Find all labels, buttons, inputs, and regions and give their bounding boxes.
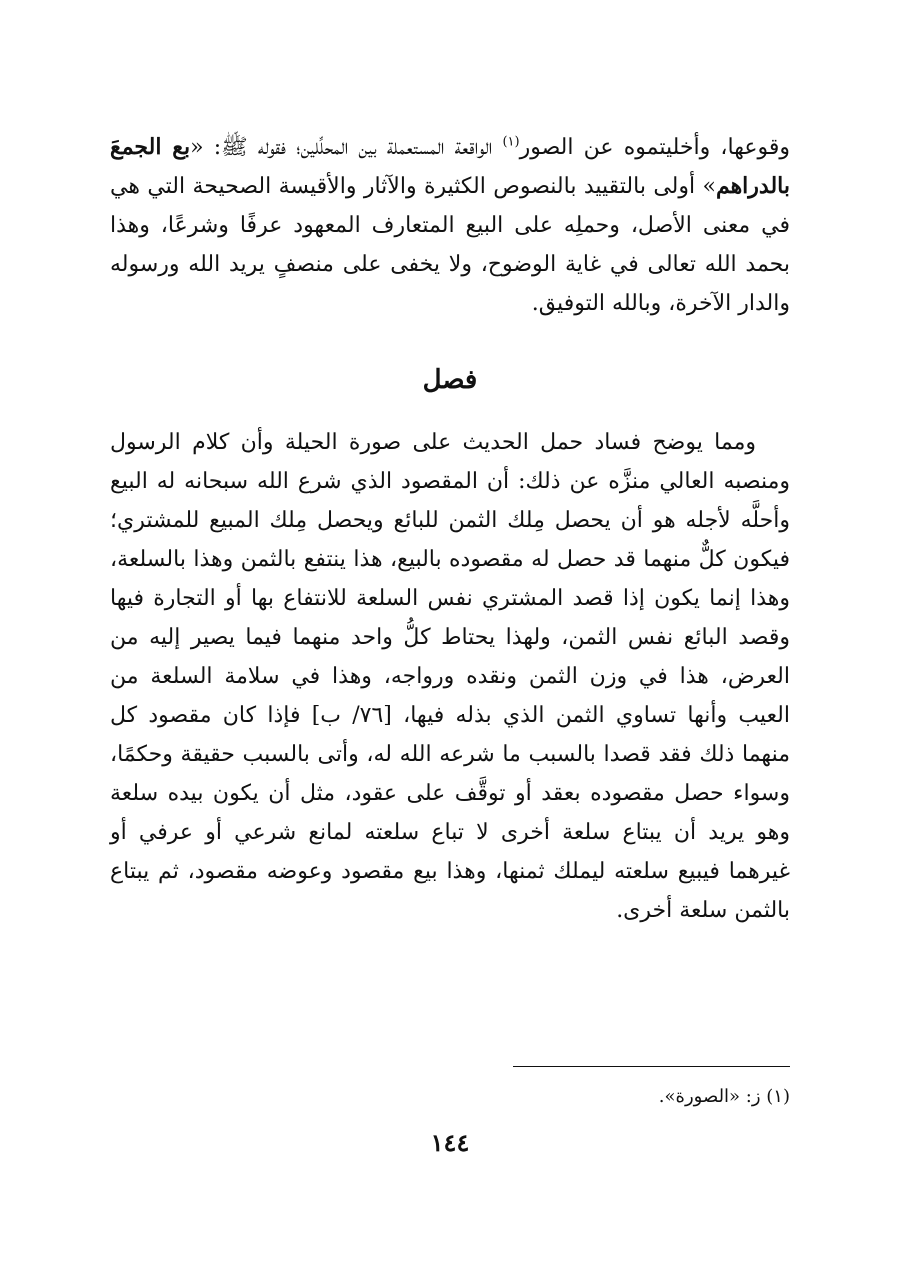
top-paragraph-text [110, 128, 790, 323]
top-paragraph-part2: الواقعة المستعملة بين المحلِّلين؛ فقوله ﷺ: « [190, 135, 503, 160]
hadith-quote: بع الجمعَ بالدراهم [110, 134, 790, 199]
body-paragraph [110, 423, 790, 930]
top-paragraph-part1: وقوعها، وأخليتموه عن الصور [519, 135, 790, 160]
footnote-marker: (١) [502, 134, 520, 150]
top-paragraph-part3: » أولى بالتقييد بالنصوص الكثيرة والآثار والأقيسة الصحيحة التي هي في معنى الأصل، وحملِه على البيع المتعارف المعهود عرفًا وشرعًا، وهذا بحمد الله تعالى في غاية الوضوح، ولا يخفى على منصفٍ يريد الله ورسوله والدار الآخرة، وبالله التوفيق. [110, 174, 790, 316]
body-paragraph-text: ومما يوضح فساد حمل الحديث على صورة الحيلة وأن كلام الرسول ومنصبه العالي منزَّه عن ذلك: أن المقصود الذي شرع الله سبحانه له البيع وأحلَّه لأجله هو أن يحصل مِلك الثمن للبائع ويحصل مِلك المبيع للمشتري؛ فيكون كلٌّ منهما قد حصل له مقصوده بالبيع، هذا ينتفع بالثمن وهذا بالسلعة، وهذا إنما يكون إذا قصد المشتري نفس السلعة للانتفاع بها أو التجارة فيها وقصد البائع نفس الثمن، ولهذا يحتاط كلُّ واحد منهما فيما يصير إليه من العرض، هذا في وزن الثمن ونقده ورواجه، وهذا في سلامة السلعة من العيب وأنها تساوي الثمن الذي بذله فيها، [٧٦/ ب] فإذا كان مقصود كل منهما ذلك فقد قصدا بالسبب ما شرعه الله له، وأتى بالسبب حقيقة وحكمًا، وسواء حصل مقصوده بعقد أو توقَّف على عقود، مثل أن يكون بيده سلعة وهو يريد أن يبتاع سلعة أخرى لا تباع سلعته لمانع شرعي أو عرفي أو غيرهما فيبيع سلعته ليملك ثمنها، وهذا بيع مقصود وعوضه مقصود، ثم يبتاع بالثمن سلعة أخرى. [110, 430, 790, 923]
section-heading: فصل [422, 365, 478, 395]
footnote: (١) ز: «الصورة». [658, 1086, 790, 1107]
top-paragraph [110, 128, 790, 323]
page-number: ١٤٤ [430, 1128, 470, 1157]
footnote-divider [513, 1066, 790, 1067]
